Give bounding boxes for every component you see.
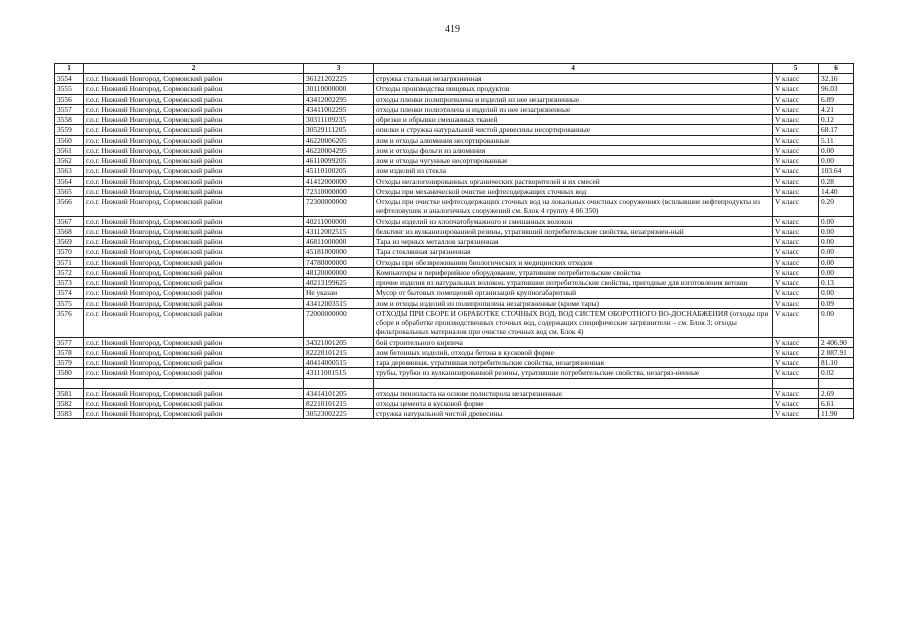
waste-code-cell: Не указан xyxy=(304,288,374,298)
waste-name-cell: лом и отходы фольги из алюминия xyxy=(374,145,773,155)
waste-code-cell: 45110100205 xyxy=(304,166,374,176)
location-cell: г.о.г. Нижний Новгород, Сормовский район xyxy=(84,257,304,267)
quantity-cell: 0.02 xyxy=(819,368,854,378)
location-cell: г.о.г. Нижний Новгород, Сормовский район xyxy=(84,358,304,368)
waste-code-cell: 36121202225 xyxy=(304,74,374,84)
row-number-cell: 3566 xyxy=(55,197,84,217)
table-row xyxy=(55,226,854,236)
hazard-class-cell: V класс xyxy=(773,337,819,347)
waste-code-cell: 30110000000 xyxy=(304,84,374,94)
location-cell: г.о.г. Нижний Новгород, Сормовский район xyxy=(84,337,304,347)
waste-name-cell: лом изделий из стекла xyxy=(374,166,773,176)
row-number-cell: 3578 xyxy=(55,347,84,357)
location-cell: г.о.г. Нижний Новгород, Сормовский район xyxy=(84,398,304,408)
waste-code-cell: 72300000000 xyxy=(304,197,374,217)
quantity-cell: 0.00 xyxy=(819,226,854,236)
table-row xyxy=(55,298,854,308)
waste-code-cell: 40211000000 xyxy=(304,216,374,226)
waste-name-cell: лом и отходы изделий из полипропилена незагрязненные (кроме тары) xyxy=(374,298,773,308)
table-row xyxy=(55,288,854,298)
waste-code-cell: 43412003515 xyxy=(304,298,374,308)
waste-code-cell: 43414101205 xyxy=(304,388,374,398)
waste-code-cell: 72310000000 xyxy=(304,186,374,196)
waste-code-cell: 41412000000 xyxy=(304,176,374,186)
location-cell: г.о.г. Нижний Новгород, Сормовский район xyxy=(84,186,304,196)
waste-code-cell: 48120000000 xyxy=(304,267,374,277)
location-cell: г.о.г. Нижний Новгород, Сормовский район xyxy=(84,267,304,277)
row-number-cell: 3571 xyxy=(55,257,84,267)
row-number-cell: 3555 xyxy=(55,84,84,94)
row-number-cell: 3563 xyxy=(55,166,84,176)
quantity-cell: 0.00 xyxy=(819,288,854,298)
quantity-cell: 0.00 xyxy=(819,145,854,155)
quantity-cell: 4.21 xyxy=(819,104,854,114)
table-row xyxy=(55,278,854,288)
row-number-cell: 3559 xyxy=(55,125,84,135)
hazard-class-cell: V класс xyxy=(773,247,819,257)
location-cell: г.о.г. Нижний Новгород, Сормовский район xyxy=(84,368,304,378)
quantity-cell: 0.00 xyxy=(819,216,854,226)
location-cell: г.о.г. Нижний Новгород, Сормовский район xyxy=(84,298,304,308)
waste-code-cell: 30529111205 xyxy=(304,125,374,135)
hazard-class-cell: V класс xyxy=(773,347,819,357)
table-row xyxy=(55,197,854,217)
row-number-cell: 3580 xyxy=(55,368,84,378)
quantity-cell: 0.13 xyxy=(819,278,854,288)
quantity-cell: 0.09 xyxy=(819,298,854,308)
table-row xyxy=(55,166,854,176)
hazard-class-cell: V класс xyxy=(773,398,819,408)
waste-code-cell: 30523002225 xyxy=(304,409,374,419)
waste-name-cell: Тара из черных металлов загрязненная xyxy=(374,237,773,247)
location-cell: г.о.г. Нижний Новгород, Сормовский район xyxy=(84,226,304,236)
row-number-cell: 3554 xyxy=(55,74,84,84)
table-row xyxy=(55,156,854,166)
waste-name-cell: лом и отходы чугунные несортированные xyxy=(374,156,773,166)
row-number-cell: 3581 xyxy=(55,388,84,398)
waste-name-cell: Тара стеклянная загрязненная xyxy=(374,247,773,257)
waste-name-cell: лом бетонных изделий, отходы бетона в кусковой форме xyxy=(374,347,773,357)
row-number-cell: 3564 xyxy=(55,176,84,186)
hazard-class-cell: V класс xyxy=(773,84,819,94)
hazard-class-cell: V класс xyxy=(773,186,819,196)
hazard-class-cell: V класс xyxy=(773,145,819,155)
waste-code-cell: 46220004295 xyxy=(304,145,374,155)
waste-name-cell: отходы пленки полиэтилена и изделий из нее незагрязненные xyxy=(374,104,773,114)
waste-name-cell: Мусор от бытовых помещений организаций крупногабаритный xyxy=(374,288,773,298)
hazard-class-cell: V класс xyxy=(773,388,819,398)
waste-code-cell: 40414000515 xyxy=(304,358,374,368)
table-row xyxy=(55,409,854,419)
quantity-cell: 6.89 xyxy=(819,94,854,104)
hazard-class-cell: V класс xyxy=(773,267,819,277)
waste-name-cell: обрезки и обрывки смешанных тканей xyxy=(374,115,773,125)
waste-code-cell: 43412002295 xyxy=(304,94,374,104)
waste-code-cell: 46110099205 xyxy=(304,156,374,166)
quantity-cell: 0.00 xyxy=(819,257,854,267)
waste-name-cell: отходы цемента в кусковой форме xyxy=(374,398,773,408)
quantity-cell: 68.17 xyxy=(819,125,854,135)
waste-name-cell: прочие изделия из натуральных волокон, утратившие потребительские свойства, пригодные для изготовления ветоши xyxy=(374,278,773,288)
hazard-class-cell: V класс xyxy=(773,176,819,186)
row-number-cell: 3558 xyxy=(55,115,84,125)
quantity-cell: 2.69 xyxy=(819,388,854,398)
row-number-cell: 3582 xyxy=(55,398,84,408)
waste-registry-table xyxy=(54,63,854,419)
location-cell: г.о.г. Нижний Новгород, Сормовский район xyxy=(84,166,304,176)
table-row xyxy=(55,216,854,226)
waste-name-cell: стружка стальная незагрязненная xyxy=(374,74,773,84)
waste-name-cell: Отходы при очистке нефтесодержащих сточных вод на локальных очистных сооружениях (всплывшие нефтепродукты из нефтеловушек и аналогичных сооружений см. Блок 4 группу 4 06 350) xyxy=(374,197,773,217)
location-cell: г.о.г. Нижний Новгород, Сормовский район xyxy=(84,237,304,247)
hazard-class-cell: V класс xyxy=(773,216,819,226)
waste-code-cell: 74780000000 xyxy=(304,257,374,267)
location-cell: г.о.г. Нижний Новгород, Сормовский район xyxy=(84,94,304,104)
quantity-cell: 0.12 xyxy=(819,115,854,125)
row-number-cell: 3573 xyxy=(55,278,84,288)
waste-code-cell: 46811000000 xyxy=(304,237,374,247)
quantity-cell: 11.90 xyxy=(819,409,854,419)
row-number-cell: 3557 xyxy=(55,104,84,114)
waste-name-cell: трубы, трубки из вулканизированной резины, утратившие потребительские свойства, незагряз-ненные xyxy=(374,368,773,378)
table-row xyxy=(55,84,854,94)
waste-code-cell: 82220101215 xyxy=(304,347,374,357)
table-row xyxy=(55,257,854,267)
waste-name-cell: Компьютеры и периферийное оборудование, утратившие потребительские свойства xyxy=(374,267,773,277)
row-number-cell: 3572 xyxy=(55,267,84,277)
quantity-cell: 0.00 xyxy=(819,247,854,257)
location-cell: г.о.г. Нижний Новгород, Сормовский район xyxy=(84,409,304,419)
hazard-class-cell: V класс xyxy=(773,308,819,337)
quantity-cell: 103.64 xyxy=(819,166,854,176)
hazard-class-cell: V класс xyxy=(773,298,819,308)
waste-name-cell: Отходы при механической очистке нефтесодержащих сточных вод xyxy=(374,186,773,196)
row-number-cell: 3565 xyxy=(55,186,84,196)
hazard-class-cell: V класс xyxy=(773,125,819,135)
table-row xyxy=(55,388,854,398)
hazard-class-cell xyxy=(773,378,819,388)
page-number: 419 xyxy=(445,24,460,35)
table-row xyxy=(55,135,854,145)
location-cell: г.о.г. Нижний Новгород, Сормовский район xyxy=(84,216,304,226)
table-row xyxy=(55,115,854,125)
waste-name-cell: Отходы изделий из хлопчатобумажного и смешанных волокон xyxy=(374,216,773,226)
waste-code-cell: 72000000000 xyxy=(304,308,374,337)
table-body xyxy=(55,74,854,419)
row-number-cell: 3562 xyxy=(55,156,84,166)
waste-code-cell: 30311109235 xyxy=(304,115,374,125)
location-cell: г.о.г. Нижний Новгород, Сормовский район xyxy=(84,176,304,186)
waste-code-cell: 45181000000 xyxy=(304,247,374,257)
waste-name-cell: ОТХОДЫ ПРИ СБОРЕ И ОБРАБОТКЕ СТОЧНЫХ ВОД, ВОД СИСТЕМ ОБОРОТНОГО ВО-ДОСНАБЖЕНИЯ (отходы при сборе и обработке производственных сточных вод, содержащих специфические загрязнители – см. Блок 3; отходы фильтровальных материалов при очистке сточных вод см. Блок 4) xyxy=(374,308,773,337)
location-cell: г.о.г. Нижний Новгород, Сормовский район xyxy=(84,104,304,114)
quantity-cell xyxy=(819,378,854,388)
quantity-cell: 32.16 xyxy=(819,74,854,84)
waste-code-cell xyxy=(304,378,374,388)
table-row xyxy=(55,368,854,378)
table-row xyxy=(55,347,854,357)
waste-name-cell xyxy=(374,378,773,388)
quantity-cell: 6.61 xyxy=(819,398,854,408)
waste-code-cell: 40213199625 xyxy=(304,278,374,288)
row-number-cell: 3560 xyxy=(55,135,84,145)
row-number-cell: 3567 xyxy=(55,216,84,226)
column-header: 3 xyxy=(304,64,374,74)
hazard-class-cell: V класс xyxy=(773,156,819,166)
row-number-cell: 3576 xyxy=(55,308,84,337)
hazard-class-cell: V класс xyxy=(773,94,819,104)
row-number-cell: 3570 xyxy=(55,247,84,257)
table-row xyxy=(55,104,854,114)
location-cell xyxy=(84,378,304,388)
hazard-class-cell: V класс xyxy=(773,135,819,145)
waste-name-cell: бой строительного кирпича xyxy=(374,337,773,347)
waste-name-cell: Отходы при обезвреживании биологических и медицинских отходов xyxy=(374,257,773,267)
hazard-class-cell: V класс xyxy=(773,257,819,267)
location-cell: г.о.г. Нижний Новгород, Сормовский район xyxy=(84,388,304,398)
table-row xyxy=(55,125,854,135)
table-row xyxy=(55,247,854,257)
table-row xyxy=(55,398,854,408)
hazard-class-cell: V класс xyxy=(773,278,819,288)
location-cell: г.о.г. Нижний Новгород, Сормовский район xyxy=(84,247,304,257)
row-number-cell xyxy=(55,378,84,388)
location-cell: г.о.г. Нижний Новгород, Сормовский район xyxy=(84,74,304,84)
table-row xyxy=(55,337,854,347)
waste-code-cell: 43112002515 xyxy=(304,226,374,236)
column-header: 6 xyxy=(819,64,854,74)
quantity-cell: 2 406.90 xyxy=(819,337,854,347)
hazard-class-cell: V класс xyxy=(773,288,819,298)
quantity-cell: 14.40 xyxy=(819,186,854,196)
table-row xyxy=(55,378,854,388)
hazard-class-cell: V класс xyxy=(773,104,819,114)
table-row xyxy=(55,237,854,247)
hazard-class-cell: V класс xyxy=(773,409,819,419)
location-cell: г.о.г. Нижний Новгород, Сормовский район xyxy=(84,145,304,155)
hazard-class-cell: V класс xyxy=(773,226,819,236)
waste-code-cell: 43111001515 xyxy=(304,368,374,378)
table-header-row xyxy=(55,64,854,74)
row-number-cell: 3569 xyxy=(55,237,84,247)
quantity-cell: 81.10 xyxy=(819,358,854,368)
location-cell: г.о.г. Нижний Новгород, Сормовский район xyxy=(84,135,304,145)
quantity-cell: 0.28 xyxy=(819,176,854,186)
hazard-class-cell: V класс xyxy=(773,166,819,176)
hazard-class-cell: V класс xyxy=(773,115,819,125)
quantity-cell: 0.00 xyxy=(819,308,854,337)
hazard-class-cell: V класс xyxy=(773,197,819,217)
quantity-cell: 0.00 xyxy=(819,267,854,277)
quantity-cell: 0.20 xyxy=(819,197,854,217)
waste-code-cell: 34321001205 xyxy=(304,337,374,347)
waste-name-cell: тара деревянная, утратившая потребительские свойства, незагрязненная xyxy=(374,358,773,368)
waste-name-cell: отходы пленки полипропилена и изделий из нее незагрязненные xyxy=(374,94,773,104)
location-cell: г.о.г. Нижний Новгород, Сормовский район xyxy=(84,308,304,337)
waste-code-cell: 46220006205 xyxy=(304,135,374,145)
waste-name-cell: стружка натуральной чистой древесины xyxy=(374,409,773,419)
location-cell: г.о.г. Нижний Новгород, Сормовский район xyxy=(84,84,304,94)
hazard-class-cell: V класс xyxy=(773,74,819,84)
row-number-cell: 3579 xyxy=(55,358,84,368)
waste-code-cell: 82210101215 xyxy=(304,398,374,408)
row-number-cell: 3556 xyxy=(55,94,84,104)
row-number-cell: 3583 xyxy=(55,409,84,419)
quantity-cell: 5.11 xyxy=(819,135,854,145)
row-number-cell: 3561 xyxy=(55,145,84,155)
quantity-cell: 2 887.91 xyxy=(819,347,854,357)
column-header: 1 xyxy=(55,64,84,74)
hazard-class-cell: V класс xyxy=(773,358,819,368)
column-header: 4 xyxy=(374,64,773,74)
quantity-cell: 0.00 xyxy=(819,156,854,166)
table-row xyxy=(55,308,854,337)
table-row xyxy=(55,267,854,277)
waste-name-cell: бельтинг из вулканизированной резины, утративший потребительские свойства, незагрязнен-ный xyxy=(374,226,773,236)
row-number-cell: 3577 xyxy=(55,337,84,347)
waste-name-cell: лом и отходы алюминия несортированные xyxy=(374,135,773,145)
row-number-cell: 3568 xyxy=(55,226,84,236)
quantity-cell: 96.03 xyxy=(819,84,854,94)
waste-name-cell: Отходы производства пищевых продуктов xyxy=(374,84,773,94)
table-row xyxy=(55,145,854,155)
waste-name-cell: опилки и стружка натуральной чистой древесины несортированные xyxy=(374,125,773,135)
location-cell: г.о.г. Нижний Новгород, Сормовский район xyxy=(84,347,304,357)
hazard-class-cell: V класс xyxy=(773,368,819,378)
location-cell: г.о.г. Нижний Новгород, Сормовский район xyxy=(84,278,304,288)
table-row xyxy=(55,176,854,186)
location-cell: г.о.г. Нижний Новгород, Сормовский район xyxy=(84,156,304,166)
location-cell: г.о.г. Нижний Новгород, Сормовский район xyxy=(84,115,304,125)
table-row xyxy=(55,74,854,84)
row-number-cell: 3574 xyxy=(55,288,84,298)
waste-name-cell: отходы пенопласта на основе полистирола незагрязненные xyxy=(374,388,773,398)
location-cell: г.о.г. Нижний Новгород, Сормовский район xyxy=(84,288,304,298)
hazard-class-cell: V класс xyxy=(773,237,819,247)
table-row xyxy=(55,358,854,368)
column-header: 5 xyxy=(773,64,819,74)
waste-code-cell: 43411002295 xyxy=(304,104,374,114)
row-number-cell: 3575 xyxy=(55,298,84,308)
column-header: 2 xyxy=(84,64,304,74)
quantity-cell: 0.00 xyxy=(819,237,854,247)
location-cell: г.о.г. Нижний Новгород, Сормовский район xyxy=(84,125,304,135)
location-cell: г.о.г. Нижний Новгород, Сормовский район xyxy=(84,197,304,217)
waste-name-cell: Отходы негалогенированных органических растворителей и их смесей xyxy=(374,176,773,186)
table-row xyxy=(55,94,854,104)
table-row xyxy=(55,186,854,196)
